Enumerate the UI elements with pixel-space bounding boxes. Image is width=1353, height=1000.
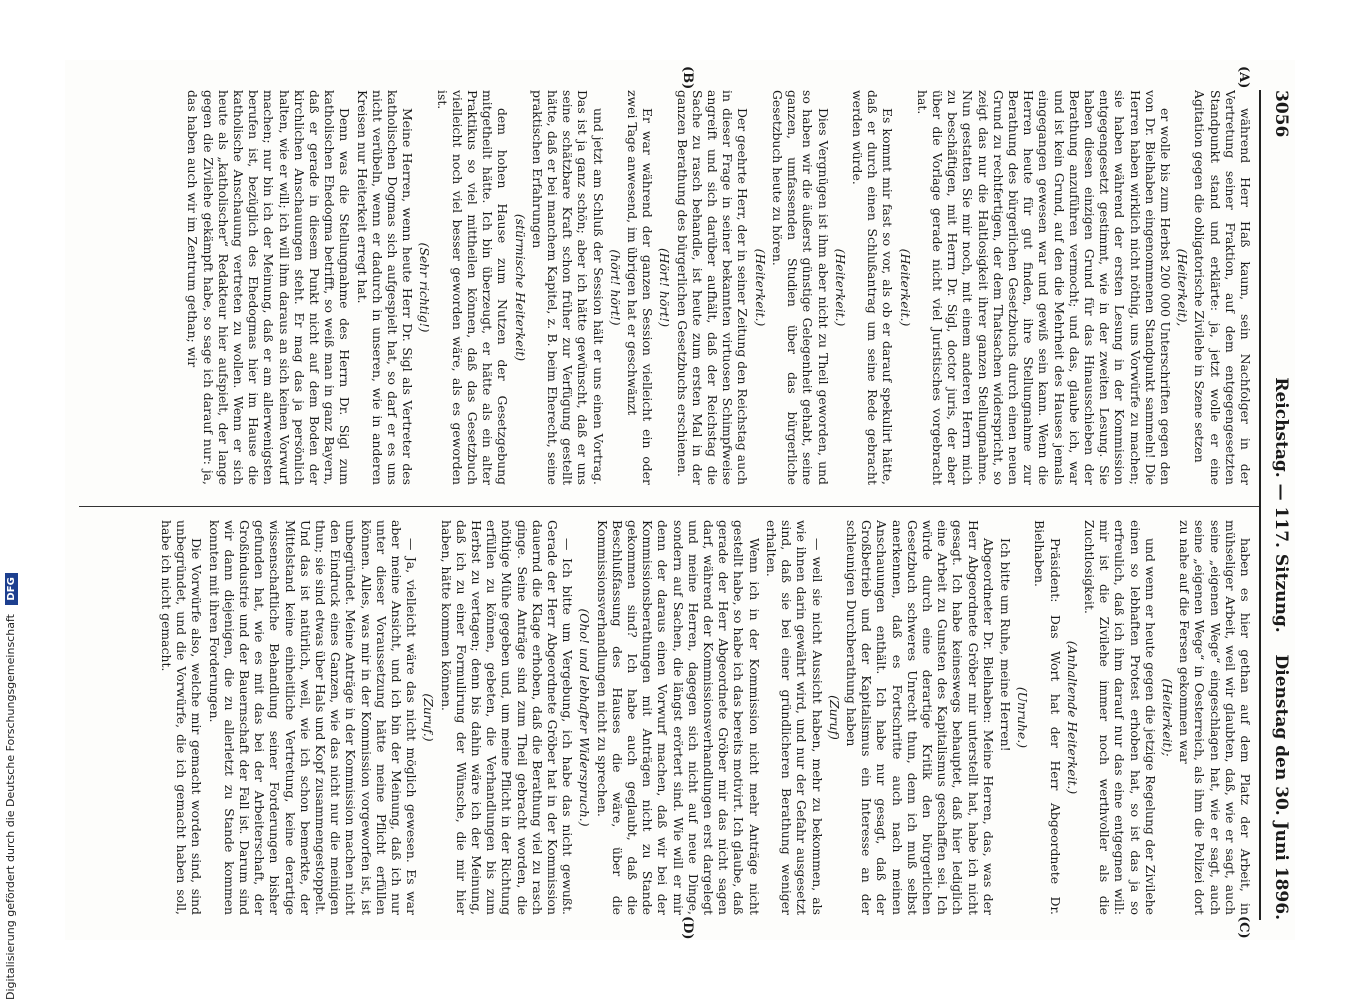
paragraph: Ich bitte um Ruhe, meine Herren! [997,538,1013,752]
interjection: (Oho! und lebhafter Widerspruch.) [577,608,593,827]
paragraph: haben es hier gethan auf dem Platz der Arbeit, in mühseliger Arbeit, weil wir glaubten, daß, wie er sagt, auch seine „eigenen Wege“ eingeschlagen hat, wie er sagt, auch seine „eigenen Wege“ in Oesterreich, als ihm die Polizei dort zu nahe auf die Fersen gekommen war [1177,520,1253,915]
paragraph: und jetzt am Schluß der Session hält er uns einen Vortrag. Das ist ja ganz schön; aber ich hätte gewünscht, daß er uns seine schätzbare Kraft schon früher zur Verfügung gestellt hätte, daß er bei manchem Kapitel, z. B. beim Eherecht, seine praktischen Erfahrungen [529,90,606,485]
paragraph: dem hohen Hause zum Nutzen der Gesetzgebung mitgetheilt hätte. Ich bin überzeugt, er hätte als ein alter Praktikus so viel mittheilen können, daß das Gesetzbuch vielleicht noch viel besser geworden wäre, als es geworden ist. [434,90,511,485]
header-rule [1259,90,1261,920]
interjection: (hört! hört!) [607,249,623,326]
paragraph: Meine Herren, wenn heute Herr Dr. Sigl als Vertreter des katholischen Dogmas sich aufgespielt hat, so darf er es uns nicht verübeln, wenn er dadurch in unseren, wie in anderen Kreisen nur Heiterkeit erregt hat. [354,90,416,485]
paragraph: Es kommt mir fast so vor, als ob er darauf spekulirt hätte, daß er durch einen Schlußantrag um seine Rede gebracht werden würde. [849,90,896,485]
page-number: 3056 [1271,90,1291,138]
interjection: (Heiterkeit.) [897,248,913,327]
session-date: Dienstag den 30. Juni 1896. [1271,654,1291,920]
margin-mark-c: (C) [1236,916,1251,939]
interjection: (Sehr richtig!) [417,242,433,333]
paragraph: und wenn er heute gegen die jetzige Regelung der Zivilehe einen so lebhaften Protest erhoben hat, so ist das ja so erfreulich, daß ich ihm darauf nur das eine entgegnen will: mir ist die Zivilehe immer noch werthvoller als die Zuchtlosigkeit. [1081,520,1158,915]
interjection: (Heiterkeit.) [832,248,848,327]
paragraph: während Herr Haß kaum, sein Nachfolger in der Vertretung seiner Fraktion, auf dem entgegengesetzten Standpunkt stand und erklärte: ja, jetzt wolle er eine Agitation gegen die obligatorische Zivilehe in Szene setzen [1192,90,1253,485]
page-header [1261,90,1295,920]
margin-mark-d: (D) [680,916,695,940]
rotated-newspaper-page [65,60,1295,940]
interjection: (Zuruf) [826,695,842,740]
interjection: (Hört! hört!) [657,247,673,328]
paragraph: Wenn ich in der Kommission nicht mehr Anträge nicht gestellt habe, so habe ich das bereits motivirt. Ich glaube, daß gerade der Herr Abgeordnete Gröber mir das nicht sagen darf, während der Kommissionsverhandlungen erst dargelegt und meine Herren, dagegen sich nicht auf neue Dinge, sondern auf Sachen, die längst erörtert sind. Wie will er mir denn der daraus einen Vorwurf machen, daß wir bei der Kommissionsberathungen mit Anträgen nicht zu Stande gekommen sind? Ich habe auch geglaubt, daß die Beschlußfassung des Hauses die wäre, über die Kommissionsverhandlungen nicht zu sprechen. [594,520,762,915]
paragraph: — weil sie nicht Aussicht haben, mehr zu bekommen, als wie ihnen darin gewährt wird, und nur der Gefahr ausgesetzt sind, daß sie bei einer gründlicheren Berathung weniger erhalten. [763,520,825,915]
paragraph: Er war während der ganzen Session vielleicht ein oder zwei Tage anwesend, im übrigen hat er geschwänzt [625,90,656,485]
paragraph: — Ich bitte um Vergebung, ich habe das nicht gewußt. Gerade der Herr Abgeordnete Gröber hat in der Kommission dauernd die Klage erhoben, daß die Berathung viel zu rasch ginge. Seine Anträge sind zum Theil gebracht worden, die nöthige Mühe gegeben und, um meine Pflicht in der Richtung erfüllen zu können, gebeten, die Verhandlungen bis zum Herbst zu vertagen; denn bis dahin wäre ich der Meinung, daß ich zu einer Formulirung der Wünsche, die mir hier haben, hätte kommen können. [438,520,576,915]
paragraph: Präsident: Das Wort hat der Herr Abgeordnete Dr. Bielhaben. [1032,520,1063,915]
credit-text: Digitalisierung gefördert durch die Deutsche Forschungsgemeinschaft [4,614,17,1000]
interjection: (Heiterkeit), [1175,248,1191,327]
interjection: (Heiterkeit.) [752,248,768,327]
margin-mark-a: (A) [1236,66,1251,89]
left-column [83,90,1253,485]
interjection: (Unruhe.) [1015,686,1031,749]
right-column [83,520,1253,915]
paragraph: — Ja, vielleicht wäre das nicht möglich gewesen. Es war aber meine Ansicht, und ich bin der Meinung, daß ich nur unter dieser Voraussetzung hätte meine Pflicht erfüllen können. Alles, was mir in der Kommission vorgeworfen ist, ist unbegründet. Meine Anträge in der Kommission machen nicht den Eindruck eines Ganzen, wie das nicht nur die meinigen thun; sie sind etwas über Hals und Kopf zusammengestoppelt. Und das ist natürlich, weil, wie ich schon bemerkte, der Mittelstand keine einheitliche Vertretung, keine derartige wissenschaftliche Behandlung seiner Forderungen bisher gefunden hat, wie es mit das bei der Arbeiterschaft, der Großindustrie und der Bauernschaft der Fall ist. Darum sind wir dann diejenigen, die zu allerletzt zu Stande kommen konnten mit ihren Forderungen. [206,520,420,915]
paragraph: Abgeordneter Dr. Bielhaben: Meine Herren, das, was der Herr Abgeordnete Gröber mir unterstellt hat, habe ich nicht gesagt. Ich habe keineswegs behauptet, daß hier lediglich eine Arbeit zu Gunsten des Kapitalismus geschaffen sei. Ich würde durch eine derartige Kritik den bürgerlichen Gesetzbuch schweres Unrecht thun, denn ich muß selbst anerkennen, daß es Fortschritte auch nach meinen Anschauungen enthält. Ich habe nur gesagt, daß der Großbetrieb und der Kapitalismus ein Interesse an der schleunigen Durchberathung haben [843,520,996,915]
interjection: (Zuruf.) [421,693,437,742]
interjection: (Heiterkeit); [1159,678,1175,757]
column-divider [79,506,1259,507]
interjection: (stürmische Heiterkeit) [512,213,528,362]
margin-mark-b: (B) [680,66,695,90]
session-title: Reichstag. — 117. Sitzung. [1271,377,1291,633]
paragraph: Denn was die Stellungnahme des Herrn Dr. Sigl zum katholischen Ehedogma betrifft, so weiß man in ganz Bayern, daß er gerade in diesem Punkt nicht auf dem Boden der kirchlichen Anschauungen steht. Er mag das ja persönlich halten, wie er will; ich will ihm daraus an sich keinen Vorwurf machen; nur bin ich der Meinung, daß er am allerwenigsten berufen ist, bezüglich des Ehedogmas hier im Hause die katholische Anschauung vertreten zu wollen. Wenn er sich heute als „katholischer“ Redakteur hier aufspielt, der lange gegen die Zivilehe gekämpft habe, so sage ich darauf nur: ja, das haben auch wir im Zentrum gethan; wir [185,90,353,485]
digitization-credit [4,0,20,1000]
paragraph: Der geehrte Herr, der in seiner Zeitung den Reichstag auch in dieser Frage in seiner bekannten virtuosen Schimpfweise angreift und sich darüber aufhält, daß der Reichstag die Sache zu rasch behandle, ist heute zum ersten Mal in der ganzen Berathung des bürgerlichen Gesetzbuchs erschienen. [674,90,751,485]
paragraph: Die Vorwürfe also, welche mir gemacht worden sind, sind unbegründet, und die Vorwürfe, die ich gemacht haben soll, habe ich nicht gemacht. [158,520,205,915]
paragraph: Dies Vergnügen ist ihm aber nicht zu Theil geworden, und so haben wir die äußerst günstige Gelegenheit gehabt, seine ganzen, umfassenden Studien über das bürgerliche Gesetzbuch heute zu hören. [769,90,831,485]
dfg-logo: DFG [5,573,18,604]
interjection: (Anhaltende Heiterkeit.) [1064,640,1080,795]
paragraph: er wolle bis zum Herbst 200 000 Unterschriften gegen den von Dr. Bielhaben eingenommenen Standpunkt sammeln! Die Herren haben wirklich nicht nöthig, uns Vorwürfe zu machen; sie haben während der ersten Lesung in der Kommission entgegengesetzt gestimmt, wie in der zweiten Lesung. Sie haben diesen einzigen Grund für das Hinausschieben der Berathung anzuführen vermocht; und das, glaube ich, war und ist kein Grund, auf den die Mehrheit des Hauses jemals eingegangen gewesen war und gewiß sein kann. Wenn die Herren heute für gut finden, ihre Stellungnahme zur Berathung des bürgerlichen Gesetzbuchs durch einen neuen Grund zu rechtfertigen, der dem Thatsachen widerspricht, so zeigt das nur die Haltlosigkeit ihrer ganzen Stellungnahme. Nun gestatten Sie mir noch, mit einem anderen Herrn mich zu beschäftigen, mit Herrn Dr. Sigl, doctor juris, der aber über die Vorlage gerade nicht viel Juristisches vorgebracht hat. [914,90,1173,485]
